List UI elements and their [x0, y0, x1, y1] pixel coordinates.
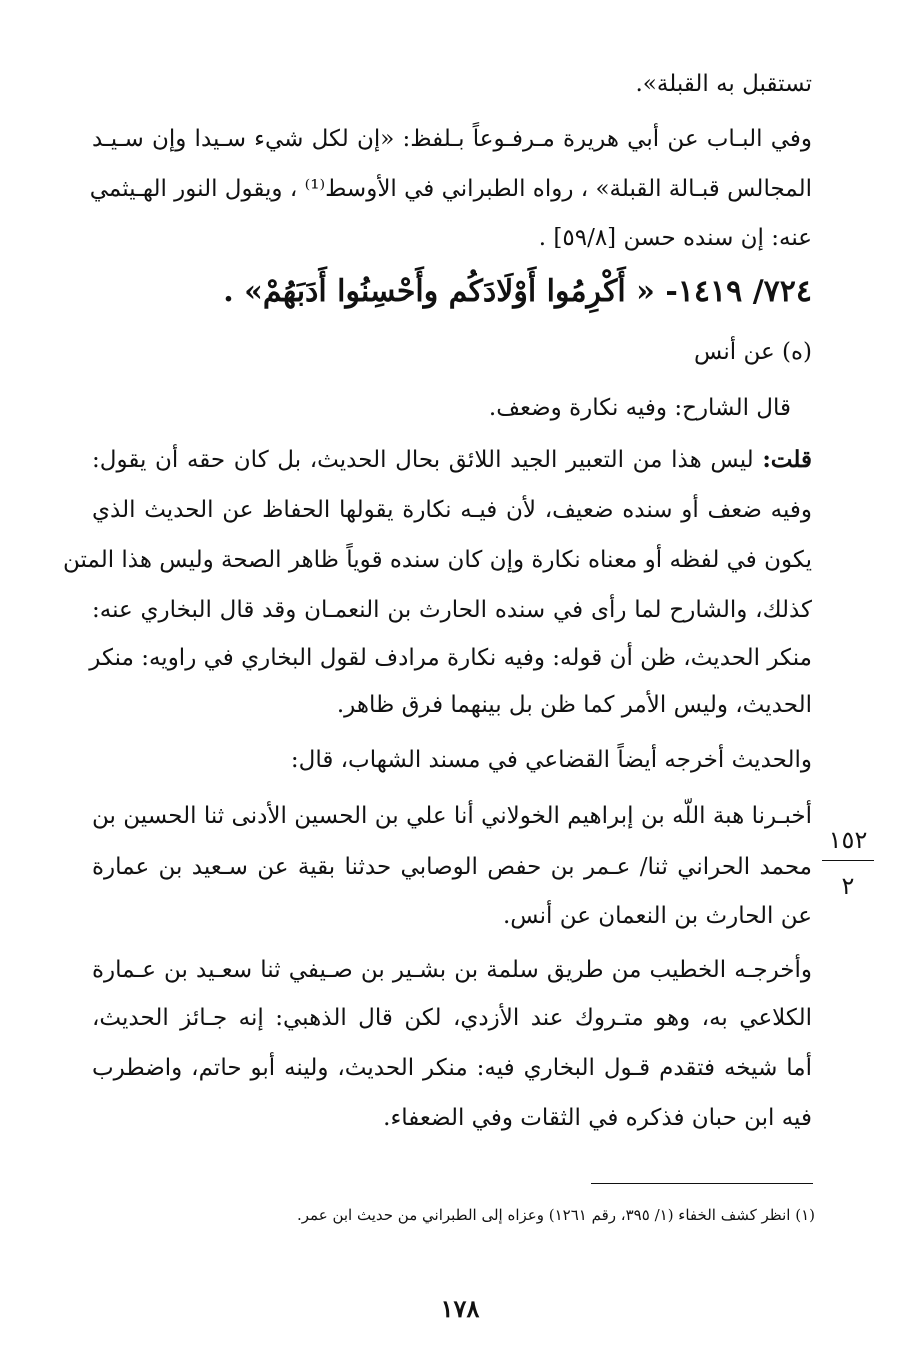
text-line: أما شيخه فتقدم قـول البخاري فيه: منكر الحديث، ولينه أبو حاتم، واضطرب — [92, 1055, 812, 1081]
hadith-heading: ٧٢٤/ ١٤١٩- « أَكْرِمُوا أَوْلَادَكُم وأَحْسِنُوا أَدَبَهُمْ» . — [223, 274, 812, 309]
margin-divider — [822, 860, 874, 861]
text-line: عنه: إن سنده حسن [٥٩/٨] . — [538, 225, 812, 251]
text-line: المجالس قبـالة القبلة» ، رواه الطبراني في الأوسط⁽¹⁾ ، ويقول النور الهـيثمي — [89, 176, 812, 202]
text-span: ليس هذا من التعبير الجيد اللائق بحال الحديث، بل كان حقه أن يقول: — [92, 447, 763, 473]
text-line: محمد الحراني ثنا/ عـمر بن حفص الوصابي حدثنا بقية عن سـعيد بن عمارة — [92, 854, 812, 880]
text-line: فيه ابن حبان فذكره في الثقات وفي الضعفاء. — [383, 1105, 812, 1131]
text-line: تستقبل به القبلة». — [635, 71, 812, 97]
text-line: منكر الحديث، ظن أن قوله: وفيه نكارة مرادف لقول البخاري في راويه: منكر — [89, 645, 812, 671]
text-line — [92, 440, 812, 480]
footnote: (١) انظر كشف الخفاء (١/ ٣٩٥، رقم ١٢٦١) وعزاه إلى الطبراني من حديث ابن عمر. — [297, 1206, 815, 1224]
text-line: الحديث، وليس الأمر كما ظن بل بينهما فرق ظاهر. — [336, 692, 812, 718]
footnote-divider — [591, 1183, 813, 1184]
text-line: عن الحارث بن النعمان عن أنس. — [503, 903, 812, 929]
hadith-source: (ه) عن أنس — [694, 339, 812, 365]
text-line: وأخرجـه الخطيب من طريق سلمة بن بشـير بن صـيفي ثنا سعـيد بن عـمارة — [92, 957, 812, 983]
margin-manuscript-volume: ٢ — [841, 872, 855, 900]
qult-word: قلت: — [762, 446, 812, 473]
text-line: وفي البـاب عن أبي هريرة مـرفـوعاً بـلفظ: «إن لكل شيء سـيدا وإن سـيـد — [92, 126, 812, 152]
text-line: وفيه ضعف أو سنده ضعيف، لأن فيـه نكارة يقولها الحفاظ عن الحديث الذي — [92, 497, 812, 523]
text-line: كذلك، والشارح لما رأى في سنده الحارث بن النعمـان وقد قال البخاري عنه: — [92, 597, 812, 623]
text-line: والحديث أخرجه أيضاً القضاعي في مسند الشهاب، قال: — [290, 747, 812, 773]
margin-manuscript-page: ١٥٢ — [828, 826, 868, 854]
text-line: قال الشارح: وفيه نكارة وضعف. — [488, 395, 791, 421]
text-line: الكلاعي به، وهو متـروك عند الأزدي، لكن قال الذهبي: إنه جـائز الحديث، — [92, 1005, 812, 1031]
text-line: يكون في لفظه أو معناه نكارة وإن كان سنده قوياً ظاهر الصحة وليس هذا المتن — [62, 547, 812, 573]
text-line: أخبـرنا هبة اللّه بن إبراهيم الخولاني أنا علي بن الحسين الأدنى ثنا الحسين بن — [92, 803, 812, 829]
page-number: ١٧٨ — [440, 1294, 480, 1323]
